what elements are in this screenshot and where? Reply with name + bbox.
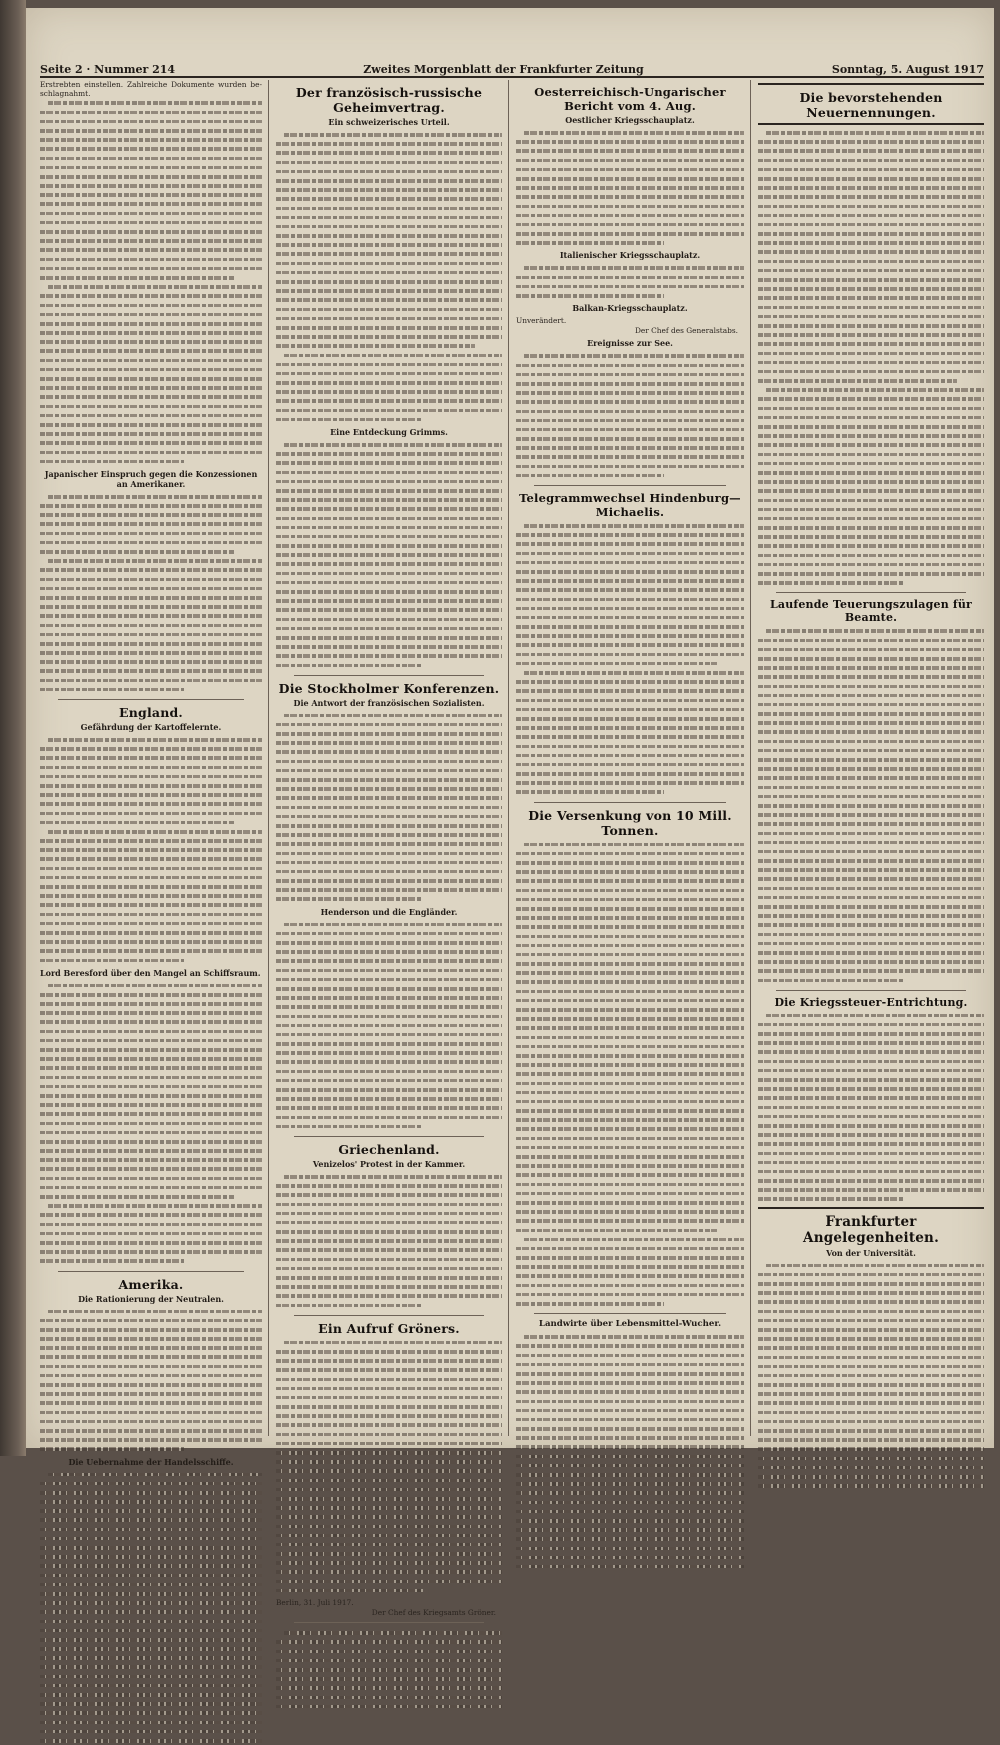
col3-text-block-2 (516, 263, 744, 300)
header-left: Seite 2 · Nummer 214 (40, 63, 176, 76)
col3-balkan-text: Unverändert. (516, 316, 567, 326)
column-2 (276, 80, 502, 1618)
col4-text-block-4 (758, 1261, 984, 1491)
col3-heading-telegramm: Telegrammwechsel Hindenburg—Michaelis. (519, 491, 741, 520)
column-rule-2 (508, 80, 509, 1436)
col3-sub-balkan: Balkan-Kriegsschauplatz. (572, 303, 688, 314)
col1-text-block-1 (40, 98, 262, 466)
col2-sub-henderson: Henderson und die Engländer. (320, 906, 458, 917)
col4-heading-frankfurt: Frankfurter Angelegenheiten. (803, 1213, 939, 1246)
col1-intro: Erstrebten einstellen. Zahlreiche Dokumente wurden be-schlagnahmt. (40, 80, 262, 99)
col1-text-block-2 (40, 492, 262, 694)
col2-text-block-7 (276, 1628, 502, 1711)
col2-sub-urteil: Ein schweizerisches Urteil. (328, 117, 450, 127)
col2-date: Berlin, 31. Juli 1917. (276, 1598, 354, 1607)
col3-text-block-1 (516, 128, 744, 247)
col2-signature: Der Chef des Kriegsamts Gröner. (371, 1608, 496, 1618)
col2-text-block-3 (276, 711, 502, 904)
col2-sub-grimm: Eine Entdeckung Grimms. (330, 427, 448, 437)
col2-heading-griechenland: Griechenland. (338, 1141, 440, 1157)
col3-text-block-5 (516, 840, 744, 1309)
col2-heading-groener: Ein Aufruf Gröners. (318, 1320, 460, 1336)
col4-sub-universitaet: Von der Universität. (826, 1247, 916, 1258)
col3-heading-bericht: Oesterreichisch-Ungarischer Bericht vom 4. Aug. (534, 85, 726, 113)
col1-text-block-4 (40, 981, 262, 1266)
newspaper-page (26, 8, 994, 1618)
col2-text-block-5 (276, 1172, 502, 1310)
col3-text-block-3 (516, 351, 744, 480)
col4-heading-neuernennungen: Die bevorstehenden Neuernennungen. (799, 90, 943, 120)
col2-sub-sozialisten: Die Antwort der französischen Sozialisten. (293, 697, 485, 708)
col1-heading-amerika: Amerika. (118, 1276, 184, 1292)
col1-text-block-6 (40, 1470, 262, 1745)
header-right: Sonntag, 5. August 1917 (831, 63, 984, 76)
col2-text-block-4 (276, 920, 502, 1131)
col4-text-block-2 (758, 626, 984, 984)
col4-text-block-3 (758, 1011, 984, 1204)
col3-signature: Der Chef des Generalstabs. (634, 326, 738, 336)
col3-sub-oestlich: Oestlicher Kriegsschauplatz. (565, 115, 695, 125)
header-center: Zweites Morgenblatt der Frankfurter Zeitung (363, 63, 644, 76)
col4-text-block-1 (758, 128, 984, 587)
col2-sub-venizelos: Venizelos' Protest in der Kammer. (312, 1158, 466, 1169)
col1-sub-england: Gefährdung der Kartoffelernte. (80, 722, 222, 733)
col1-heading-england: England. (119, 705, 183, 721)
col2-text-block-6 (276, 1338, 502, 1595)
col3-text-block-6 (516, 1332, 744, 1571)
col3-text-block-4 (516, 521, 744, 797)
col2-heading-geheimvertrag: Der französisch-russische Geheimvertrag. (295, 85, 483, 115)
col2-text-block-2 (276, 440, 502, 670)
col2-heading-stockholm: Die Stockholmer Konferenzen. (278, 680, 500, 696)
col3-sub-italien: Italienischer Kriegsschauplatz. (559, 250, 701, 261)
column-4 (758, 80, 984, 1436)
col3-sub-see: Ereignisse zur See. (587, 338, 673, 349)
column-3 (516, 80, 744, 1436)
book-binding (0, 0, 26, 1456)
col3-heading-wucher: Landwirte über Lebensmittel-Wucher. (538, 1319, 722, 1330)
col1-heading-beresford: Lord Beresford über den Mangel an Schiffsraum. (40, 967, 261, 978)
col1-text-block-5 (40, 1307, 262, 1454)
page-header (40, 60, 984, 78)
column-1 (40, 80, 262, 1467)
col1-text-block-3 (40, 735, 262, 965)
col4-heading-teuerungszulagen: Laufende Teuerungszulagen für Beamte. (769, 598, 973, 625)
col1-sub-amerika-2: Die Uebernahme der Handelsschiffe. (68, 1456, 234, 1467)
column-rule-1 (268, 80, 269, 1436)
col2-text-block-1 (276, 130, 502, 424)
col4-heading-kriegssteuer: Die Kriegssteuer-Entrichtung. (774, 995, 968, 1009)
column-rule-3 (750, 80, 751, 1436)
col1-heading-japan: Japanischer Einspruch gegen die Konzessionen an Amerikaner. (44, 468, 258, 489)
col3-heading-versenkung: Die Versenkung von 10 Mill. Tonnen. (528, 807, 732, 838)
col1-sub-amerika-1: Die Rationierung der Neutralen. (78, 1293, 224, 1304)
